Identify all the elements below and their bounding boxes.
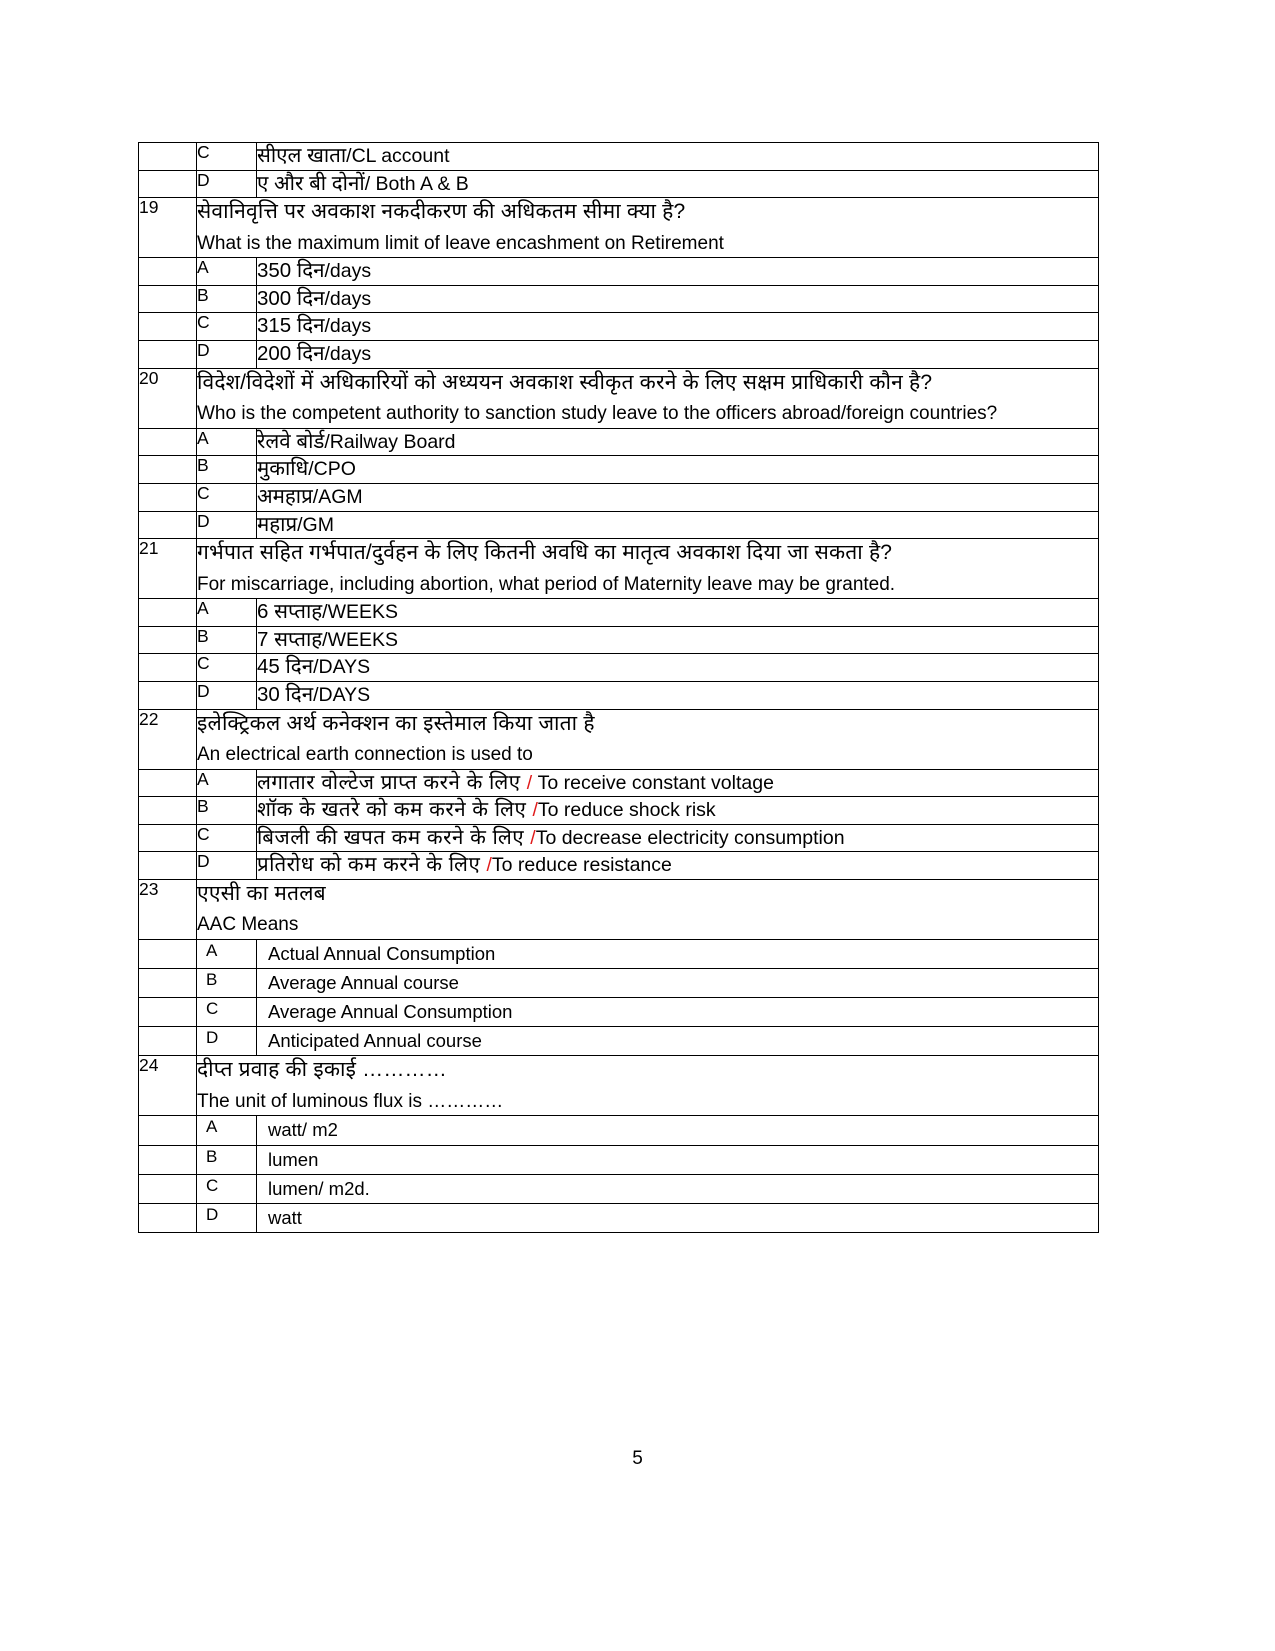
question-text	[197, 368, 1099, 428]
question-row	[139, 880, 1099, 940]
option-text-english: CL account	[351, 145, 450, 167]
option-separator: /	[313, 656, 319, 679]
option-row[interactable]	[139, 682, 1099, 710]
option-text-english: watt/ m2	[268, 1119, 338, 1141]
question-row	[139, 709, 1099, 769]
option-row[interactable]	[139, 769, 1099, 797]
option-letter: C	[197, 143, 257, 171]
option-row[interactable]	[139, 456, 1099, 484]
option-letter: C	[197, 483, 257, 511]
option-text[interactable]	[257, 511, 1099, 539]
question-number-blank	[139, 599, 197, 627]
option-text-english: WEEKS	[327, 601, 399, 624]
option-row[interactable]	[139, 797, 1099, 825]
option-text-hindi: सीएल खाता	[257, 144, 347, 167]
option-row[interactable]	[139, 511, 1099, 539]
question-table-body	[139, 143, 1099, 1233]
option-text[interactable]	[257, 1174, 1099, 1203]
option-letter: C	[197, 998, 257, 1027]
question-text-hindi: गर्भपात सहित गर्भपात/दुर्वहन के लिए कितनी अवधि का मातृत्व अवकाश दिया जा सकता है?	[197, 541, 893, 565]
option-separator: /	[308, 458, 314, 481]
option-text-hindi: बिजली की खपत कम करने के लिए	[257, 825, 531, 849]
option-text-hindi: मुकाधि	[257, 457, 309, 481]
option-text[interactable]	[257, 998, 1099, 1027]
option-row[interactable]	[139, 1116, 1099, 1145]
option-text-hindi: अमहाप्र	[257, 484, 313, 508]
option-separator: /	[486, 854, 492, 877]
option-text-english: Actual Annual Consumption	[268, 942, 496, 964]
option-text-english: To decrease electricity consumption	[535, 826, 845, 849]
option-text-english: days	[329, 315, 372, 338]
option-row[interactable]	[139, 1027, 1099, 1056]
option-text[interactable]	[257, 599, 1099, 627]
question-number: 24	[139, 1056, 197, 1116]
option-separator: /	[532, 799, 538, 822]
option-letter: B	[197, 797, 257, 825]
option-text[interactable]	[257, 170, 1099, 198]
option-text-hindi: शॉक के खतरे को कम करने के लिए	[257, 798, 533, 822]
question-number: 23	[139, 880, 197, 940]
option-text[interactable]	[257, 1116, 1099, 1145]
question-number-blank	[139, 1027, 197, 1056]
option-text[interactable]	[257, 456, 1099, 484]
option-text-english: To reduce shock risk	[537, 799, 716, 822]
option-text-hindi: 315 दिन	[257, 314, 325, 338]
option-text-english: lumen/ m2d.	[268, 1177, 370, 1199]
option-row[interactable]	[139, 285, 1099, 313]
question-number-blank	[139, 626, 197, 654]
option-text[interactable]	[257, 626, 1099, 654]
option-letter: A	[197, 599, 257, 627]
option-separator: /	[324, 430, 330, 453]
option-text-hindi: लगातार वोल्टेज प्राप्त करने के लिए	[257, 770, 527, 794]
option-letter: A	[197, 939, 257, 968]
question-text-hindi: इलेक्ट्रिकल अर्थ कनेक्शन का इस्तेमाल किया जाता है	[197, 711, 595, 735]
option-text[interactable]	[257, 258, 1099, 286]
option-text-english: DAYS	[318, 656, 371, 679]
question-number-blank	[139, 969, 197, 998]
option-separator: /	[324, 287, 330, 310]
option-text-english: days	[329, 343, 372, 366]
question-text-english: The unit of luminous flux is …………	[197, 1090, 504, 1112]
option-text-english: WEEKS	[327, 628, 399, 651]
option-separator: /	[324, 260, 330, 283]
option-letter: C	[197, 1174, 257, 1203]
option-letter: D	[197, 1027, 257, 1056]
option-row[interactable]	[139, 1203, 1099, 1232]
option-text[interactable]	[257, 654, 1099, 682]
option-separator: /	[313, 684, 319, 706]
question-number-blank	[139, 258, 197, 286]
question-number-blank	[139, 797, 197, 825]
option-row[interactable]	[139, 654, 1099, 682]
option-letter: D	[197, 1203, 257, 1232]
option-separator: /	[297, 513, 303, 536]
option-text-english: AGM	[318, 485, 363, 508]
option-letter: A	[197, 769, 257, 797]
question-number-blank	[139, 1145, 197, 1174]
option-letter: D	[197, 511, 257, 539]
option-separator: /	[346, 145, 352, 167]
question-number-blank	[139, 511, 197, 539]
option-row[interactable]	[139, 170, 1099, 198]
option-row[interactable]	[139, 969, 1099, 998]
question-text-hindi: सेवानिवृत्ति पर अवकाश नकदीकरण की अधिकतम सीमा क्या है?	[197, 200, 686, 224]
option-text-hindi: 45 दिन	[257, 655, 314, 679]
question-number-blank	[139, 285, 197, 313]
option-letter: A	[197, 258, 257, 286]
option-row[interactable]	[139, 1174, 1099, 1203]
question-text-english: What is the maximum limit of leave encashment on Retirement	[197, 232, 724, 254]
option-text[interactable]	[257, 824, 1099, 852]
option-row[interactable]	[139, 1145, 1099, 1174]
question-number-blank	[139, 682, 197, 710]
option-text[interactable]	[257, 341, 1099, 369]
option-row[interactable]	[139, 483, 1099, 511]
option-text[interactable]	[257, 1027, 1099, 1056]
option-row[interactable]	[139, 428, 1099, 456]
question-text	[197, 880, 1099, 940]
question-number-blank	[139, 1174, 197, 1203]
option-text[interactable]	[257, 1203, 1099, 1232]
question-number-blank	[139, 170, 197, 198]
option-text[interactable]	[257, 143, 1099, 171]
option-text-hindi: 200 दिन	[257, 342, 325, 366]
option-text-english: DAYS	[318, 684, 371, 706]
option-text[interactable]	[257, 969, 1099, 998]
question-text-english: Who is the competent authority to sanction study leave to the officers abroad/foreign countries?	[197, 403, 998, 425]
option-text[interactable]	[257, 939, 1099, 968]
question-number-blank	[139, 313, 197, 341]
option-letter: D	[197, 170, 257, 198]
question-text-english: AAC Means	[197, 914, 299, 936]
option-separator: /	[324, 343, 330, 366]
question-number-blank	[139, 483, 197, 511]
option-row[interactable]	[139, 341, 1099, 369]
option-text[interactable]	[257, 313, 1099, 341]
question-text-hindi: एएसी का मतलब	[197, 882, 326, 906]
question-row	[139, 1056, 1099, 1116]
option-separator: /	[324, 315, 330, 338]
option-text-hindi: 300 दिन	[257, 286, 325, 310]
question-number: 19	[139, 198, 197, 258]
question-text	[197, 1056, 1099, 1116]
question-number-blank	[139, 939, 197, 968]
option-letter: A	[197, 1116, 257, 1145]
option-row[interactable]	[139, 998, 1099, 1027]
question-row	[139, 198, 1099, 258]
option-separator: /	[526, 771, 533, 794]
option-letter: A	[197, 428, 257, 456]
option-text[interactable]	[257, 797, 1099, 825]
option-row[interactable]	[139, 258, 1099, 286]
option-separator: /	[530, 826, 536, 849]
question-number-blank	[139, 654, 197, 682]
question-number-blank	[139, 456, 197, 484]
question-number-blank	[139, 1116, 197, 1145]
option-text[interactable]	[257, 1145, 1099, 1174]
question-text	[197, 539, 1099, 599]
option-letter: B	[197, 626, 257, 654]
option-row[interactable]	[139, 143, 1099, 171]
question-number-blank	[139, 998, 197, 1027]
option-letter: B	[197, 456, 257, 484]
option-separator: /	[322, 601, 328, 624]
option-separator: /	[312, 485, 319, 508]
option-letter: D	[197, 341, 257, 369]
option-row[interactable]	[139, 626, 1099, 654]
option-text-english: To receive constant voltage	[532, 771, 774, 794]
question-text	[197, 709, 1099, 769]
option-text[interactable]	[257, 769, 1099, 797]
option-letter: B	[197, 285, 257, 313]
option-row[interactable]	[139, 824, 1099, 852]
option-letter: B	[197, 969, 257, 998]
option-letter: D	[197, 852, 257, 880]
option-text[interactable]	[257, 852, 1099, 880]
option-text-english: Average Annual course	[268, 972, 459, 994]
question-number: 20	[139, 368, 197, 428]
question-text	[197, 198, 1099, 258]
question-number-blank	[139, 824, 197, 852]
option-text-english: days	[329, 260, 372, 283]
option-text-english: Railway Board	[329, 430, 456, 453]
option-text-english: GM	[302, 513, 334, 536]
question-text-english: An electrical earth connection is used to	[197, 743, 533, 765]
option-text-english: days	[329, 287, 372, 310]
option-text[interactable]	[257, 285, 1099, 313]
question-number-blank	[139, 428, 197, 456]
question-number-blank	[139, 1203, 197, 1232]
question-number: 21	[139, 539, 197, 599]
option-text-hindi: महाप्र	[257, 512, 298, 536]
question-row	[139, 368, 1099, 428]
option-text-hindi: 7 सप्ताह	[257, 627, 323, 651]
question-text-english: For miscarriage, including abortion, what period of Maternity leave may be granted.	[197, 573, 896, 595]
option-text[interactable]	[257, 483, 1099, 511]
question-number-blank	[139, 852, 197, 880]
option-text-hindi: रेलवे बोर्ड	[257, 429, 325, 453]
option-row[interactable]	[139, 599, 1099, 627]
option-text-hindi: प्रतिरोध को कम करने के लिए	[257, 853, 487, 877]
question-text-hindi: दीप्त प्रवाह की इकाई …………	[197, 1058, 447, 1082]
option-text-english: Average Annual Consumption	[268, 1001, 513, 1023]
question-number: 22	[139, 709, 197, 769]
option-text-english: Anticipated Annual course	[268, 1030, 482, 1052]
option-letter: B	[197, 1145, 257, 1174]
page-number: 5	[632, 1448, 643, 1469]
option-text-english: To reduce resistance	[491, 854, 672, 877]
option-text-english: lumen	[268, 1148, 319, 1170]
option-row[interactable]	[139, 852, 1099, 880]
question-number-blank	[139, 143, 197, 171]
option-separator: /	[322, 628, 328, 651]
option-letter: D	[197, 682, 257, 710]
question-text-hindi: विदेश/विदेशों में अधिकारियों को अध्ययन अवकाश स्वीकृत करने के लिए सक्षम प्राधिकारी कौन है?	[197, 370, 933, 394]
option-text[interactable]	[257, 682, 1099, 710]
question-row	[139, 539, 1099, 599]
option-letter: C	[197, 313, 257, 341]
option-letter: C	[197, 654, 257, 682]
option-letter: C	[197, 824, 257, 852]
option-text-hindi: 6 सप्ताह	[257, 600, 323, 624]
question-number-blank	[139, 341, 197, 369]
option-text-hindi: ए और बी दोनों	[257, 171, 365, 195]
question-number-blank	[139, 769, 197, 797]
option-text[interactable]	[257, 428, 1099, 456]
option-row[interactable]	[139, 313, 1099, 341]
question-table	[138, 142, 1099, 1233]
option-text-english: watt	[268, 1206, 302, 1228]
option-text-hindi: 30 दिन	[257, 683, 314, 706]
option-text-english: Both A & B	[375, 172, 469, 195]
option-text-english: CPO	[313, 458, 356, 481]
option-text-hindi: 350 दिन	[257, 259, 325, 283]
option-row[interactable]	[139, 939, 1099, 968]
option-separator: /	[364, 172, 376, 195]
